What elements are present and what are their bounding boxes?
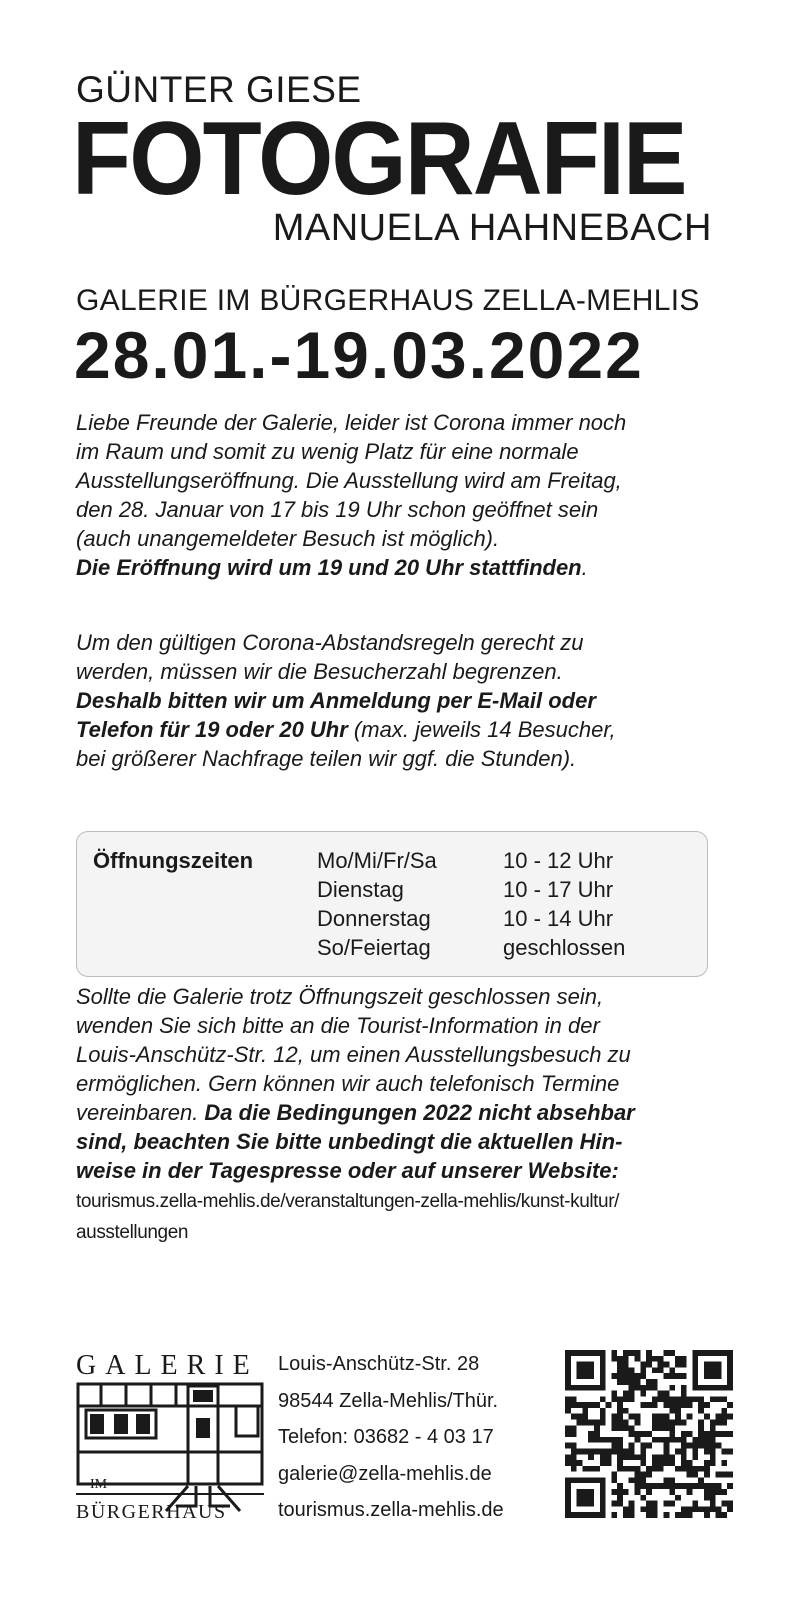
- bold-text: sind, beachten Sie bitte unbedingt die aktuellen Hin-: [76, 1129, 623, 1154]
- text-line: [76, 1069, 635, 1098]
- contact-website[interactable]: tourismus.zella-mehlis.de: [278, 1499, 504, 1521]
- text: ermöglichen. Gern können wir auch telefonisch Termine: [76, 1071, 620, 1096]
- contact-block: [278, 1346, 504, 1529]
- text: Sollte die Galerie trotz Öffnungszeit geschlossen sein,: [76, 984, 604, 1009]
- contact-phone: Telefon: 03682 - 4 03 17: [278, 1426, 494, 1448]
- bold-text: weise in der Tagespresse oder auf unserer Website:: [76, 1158, 619, 1183]
- logo-text-im: IM: [90, 1477, 108, 1492]
- text: werden, müssen wir die Besucherzahl begrenzen.: [76, 659, 563, 684]
- text: im Raum und somit zu wenig Platz für eine normale: [76, 439, 579, 464]
- text: Ausstellungseröffnung. Die Ausstellung wird am Freitag,: [76, 468, 622, 493]
- text: Louis-Anschütz-Str. 12, um einen Ausstellungsbesuch zu: [76, 1042, 631, 1067]
- text-line: [76, 1040, 635, 1069]
- text-line: [76, 495, 626, 524]
- text-line: [76, 686, 616, 715]
- text: vereinbaren.: [76, 1100, 205, 1125]
- hours-days: Dienstag: [317, 877, 404, 902]
- logo-text-buergerhaus: BÜRGERHAUS: [76, 1501, 227, 1521]
- contact-email[interactable]: galerie@zella-mehlis.de: [278, 1462, 492, 1485]
- galerie-logo: [76, 1346, 264, 1521]
- text: wenden Sie sich bitte an die Tourist-Information in der: [76, 1013, 600, 1038]
- registration-paragraph: [76, 628, 616, 773]
- website-link[interactable]: ausstellungen: [76, 1222, 189, 1243]
- text: (max. jeweils 14 Besucher,: [347, 717, 616, 742]
- text-line: [76, 1127, 635, 1156]
- intro-paragraph: [76, 408, 626, 582]
- bold-text: Telefon für 19 oder 20 Uhr: [76, 717, 348, 742]
- hours-time: geschlossen: [503, 935, 626, 960]
- text-line: [76, 1098, 635, 1127]
- qr-code[interactable]: [565, 1350, 733, 1518]
- text-line: [76, 1216, 635, 1247]
- text-line: [76, 1185, 635, 1216]
- bold-text: Deshalb bitten wir um Anmeldung per E-Mail oder: [76, 688, 596, 713]
- text-line: [76, 982, 635, 1011]
- text-line: [76, 437, 626, 466]
- text-line: [76, 408, 626, 437]
- logo-text-galerie: GALERIE: [76, 1350, 259, 1381]
- opening-hours-label: Öffnungszeiten: [93, 848, 254, 873]
- hours-time: 10 - 14 Uhr: [503, 906, 614, 931]
- text: Liebe Freunde der Galerie, leider ist Corona immer noch: [76, 410, 627, 435]
- hours-time: 10 - 17 Uhr: [503, 877, 614, 902]
- hours-time: 10 - 12 Uhr: [503, 848, 614, 873]
- artist-name-1: GÜNTER GIESE: [76, 69, 362, 110]
- text-line: [76, 1156, 635, 1185]
- hours-days: So/Feiertag: [317, 935, 431, 960]
- text-line: [76, 1011, 635, 1040]
- hours-days: Mo/Mi/Fr/Sa: [317, 848, 437, 873]
- website-link[interactable]: tourismus.zella-mehlis.de/veranstaltungen-zella-mehlis/kunst-kultur/: [76, 1191, 620, 1212]
- text-line: [76, 715, 616, 744]
- exhibition-title: FOTOGRAFIE: [72, 101, 686, 217]
- text-line: [76, 744, 616, 773]
- contact-street: Louis-Anschütz-Str. 28: [278, 1353, 480, 1375]
- text-line: [76, 553, 626, 582]
- qr-modules: [565, 1350, 733, 1518]
- text: bei größerer Nachfrage teilen wir ggf. die Stunden).: [76, 746, 577, 771]
- venue: GALERIE IM BÜRGERHAUS ZELLA-MEHLIS: [76, 284, 700, 317]
- opening-hours-box: [76, 831, 708, 977]
- contact-city: 98544 Zella-Mehlis/Thür.: [278, 1389, 499, 1412]
- bold-text: Da die Bedingungen 2022 nicht absehbar: [204, 1100, 635, 1125]
- text: den 28. Januar von 17 bis 19 Uhr schon geöffnet sein: [76, 497, 599, 522]
- notice-paragraph: [76, 982, 635, 1247]
- text-line: [76, 657, 616, 686]
- text-line: [76, 524, 626, 553]
- text: .: [581, 555, 588, 580]
- text: (auch unangemeldeter Besuch ist möglich).: [76, 526, 500, 551]
- hours-days: Donnerstag: [317, 906, 431, 931]
- text-line: [76, 466, 626, 495]
- text-line: [76, 628, 616, 657]
- artist-name-2: MANUELA HAHNEBACH: [272, 207, 712, 249]
- text: Um den gültigen Corona-Abstandsregeln gerecht zu: [76, 630, 584, 655]
- bold-text: Die Eröffnung wird um 19 und 20 Uhr stattfinden: [76, 555, 582, 580]
- exhibition-dates: 28.01.-19.03.2022: [74, 318, 644, 392]
